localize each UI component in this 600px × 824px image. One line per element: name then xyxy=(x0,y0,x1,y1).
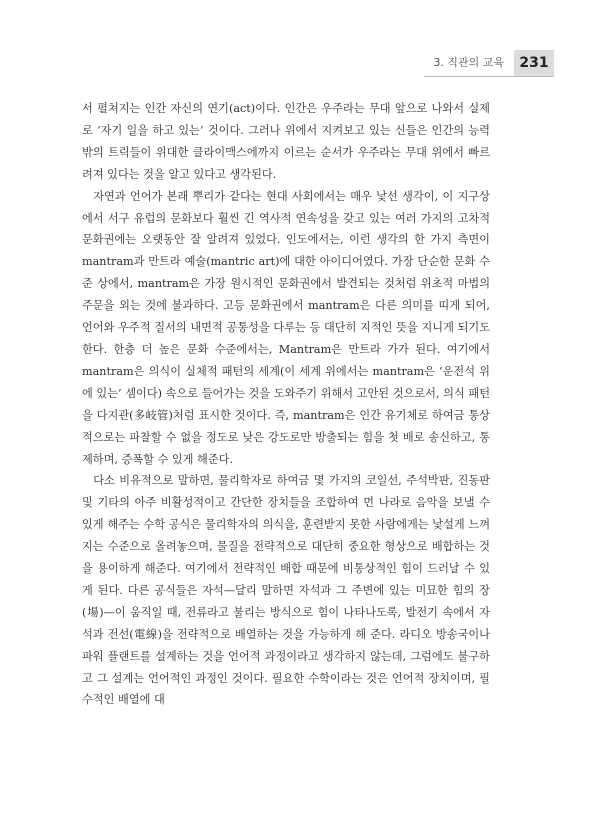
header-rule xyxy=(424,76,554,77)
paragraph: 다소 비유적으로 말하면, 물리학자로 하여금 몇 가지의 코일선, 주석박판, 진동판 및 기타의 아주 비활성적이고 간단한 장치들을 조합하여 먼 나라로 음악을 보낼 수 있게 해주는 수학 공식은 물리학자의 의식을, 훈련받지 못한 사람에게는 낯설게 느껴지는 수준으로 올려놓으며, 물질을 전략적으로 대단히 중요한 형상으로 배합하는 것을 용이하게 해준다. 여기에서 전략적인 배합 때문에 비통상적인 힘이 드러날 수 있게 된다. 다른 공식들은 자석—달리 말하면 자석과 그 주변에 있는 미묘한 힘의 장(場)—이 움직일 때, 전류라고 불리는 방식으로 힘이 나타나도록, 발전기 속에서 자석과 전선(電線)을 전략적으로 배열하는 것을 가능하게 해 준다. 라디오 방송국이나 파워 플랜트를 설계하는 것을 언어적 과정이라고 생각하지 않는데, 그럼에도 불구하고 그 설계는 언어적인 과정인 것이다. 필요한 수학이라는 것은 언어적 장치이며, 필수적인 배열에 대 xyxy=(82,474,490,707)
chapter-title: 3. 직관의 교육 xyxy=(433,56,504,69)
paragraph: 서 펼쳐지는 인간 자신의 연기(act)이다. 인간은 우주라는 무대 앞으로 나와서 실제로 ‘자기 일을 하고 있는’ 것이다. 그러나 위에서 지켜보고 있는 신들은 인간의 능력 밖의 트릭들이 위대한 클라이맥스에까지 이르는 순서가 우주라는 무대 위에서 빠르려져 있다는 것을 알고 있다고 생각된다. xyxy=(82,102,490,181)
paragraph: 자연과 언어가 본래 뿌리가 같다는 현대 사회에서는 매우 낯선 생각이, 이 지구상에서 서구 유럽의 문화보다 훨씬 긴 역사적 연속성을 갖고 있는 여러 가지의 고차적 문화권에는 오랫동안 잘 알려져 있었다. 인도에서는, 이런 생각의 한 가지 측면이 mantram과 만트라 예술(mantric art)에 대한 아이디어였다. 가장 단순한 문화 수준 상에서, mantram은 가장 원시적인 문화권에서 발견되는 것처럼 위초적 마법의 주문을 외는 것에 불과하다. 고등 문화권에서 mantram은 다른 의미를 띠게 되어, 언어와 우주적 질서의 내면적 공통성을 다루는 등 대단히 지적인 뜻을 지니게 되기도 한다. 한층 더 높은 문화 수준에서는, Mantram은 만트라 가가 된다. 여기에서 mantram은 의식이 실체적 패턴의 세계(이 세계 위에서는 mantram은 ‘운전석 위에 있는’ 셈이다) 속으로 들어가는 것을 도와주기 위해서 고안된 것으로서, 의식 패턴을 다지관(多岐管)처럼 표시한 것이다. 즉, mantram은 인간 유기체로 하여금 통상적으로는 파찰할 수 없을 정도로 낮은 강도로만 방출되는 힘을 첫 배로 송신하고, 통제하며, 증폭할 수 있게 해준다. xyxy=(82,189,490,466)
body-text xyxy=(82,98,490,711)
page-number: 231 xyxy=(514,50,554,76)
